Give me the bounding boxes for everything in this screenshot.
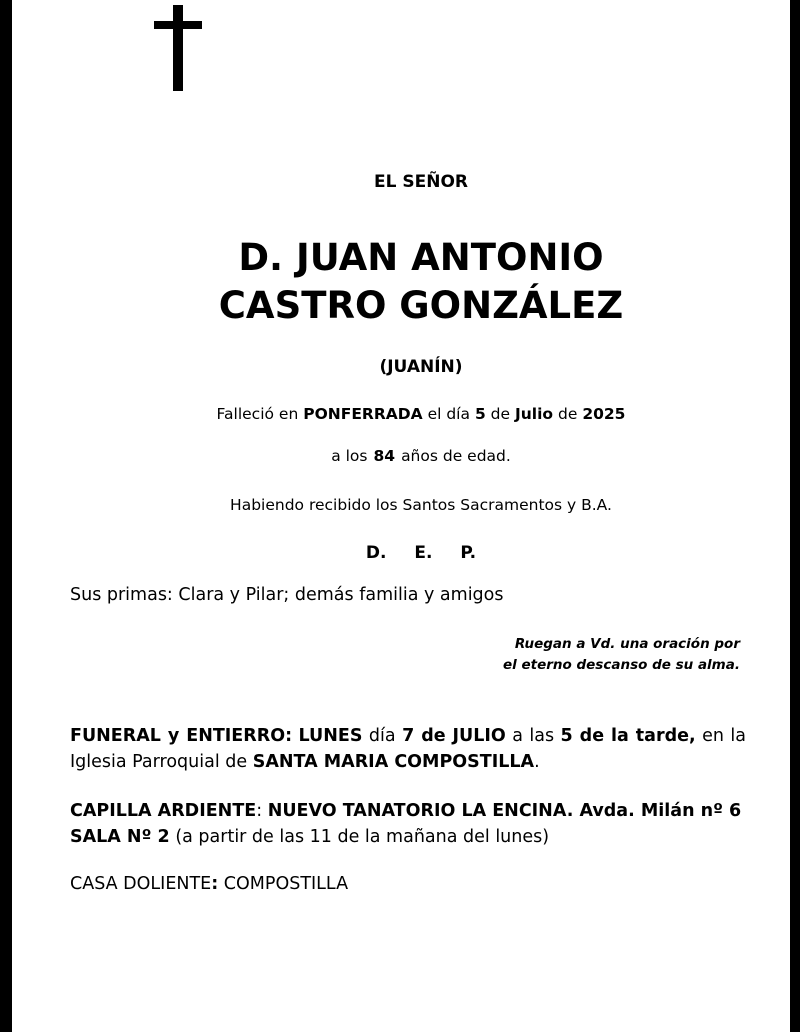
prayer-request xyxy=(503,634,740,676)
house-colon: : xyxy=(211,874,219,894)
death-place: PONFERRADA xyxy=(303,405,423,423)
funeral-text: . xyxy=(534,752,540,772)
funeral-text: en la Iglesia Parroquial de xyxy=(70,726,746,772)
chapel-info xyxy=(70,798,746,850)
heading: EL SEÑOR xyxy=(374,172,468,192)
death-day-prefix: el día xyxy=(427,405,470,423)
funeral-weekday: LUNES xyxy=(298,726,363,746)
funeral-time: 5 de la tarde, xyxy=(560,726,696,746)
dep-letter: D. xyxy=(365,543,387,563)
funeral-text: a las xyxy=(512,726,555,746)
age-years: 84 xyxy=(373,447,396,465)
chapel-note: (a partir de las 11 de la mañana del lunes) xyxy=(175,827,550,847)
death-month-prefix: de xyxy=(490,405,511,423)
dep-letter: P. xyxy=(460,543,477,563)
chapel-room: SALA Nº 2 xyxy=(70,827,170,847)
family-line: Sus primas: Clara y Pilar; demás familia y amigos xyxy=(70,585,504,605)
age-suffix: años de edad. xyxy=(401,447,511,465)
age-prefix: a los xyxy=(331,447,368,465)
funeral-church: SANTA MARIA COMPOSTILLA xyxy=(252,752,535,772)
funeral-label: FUNERAL y ENTIERRO: xyxy=(70,726,293,746)
funeral-date: 7 de JULIO xyxy=(402,726,506,746)
prayer-line-2: el eterno descanso de su alma. xyxy=(503,657,740,673)
age-info xyxy=(32,447,800,465)
deceased-name xyxy=(32,234,800,330)
dep-letter: E. xyxy=(414,543,433,563)
death-info xyxy=(32,405,800,423)
death-month: Julio xyxy=(514,405,554,423)
death-prefix: Falleció en xyxy=(216,405,299,423)
name-line-2: CASTRO GONZÁLEZ xyxy=(218,284,624,327)
house-label: CASA DOLIENTE xyxy=(70,874,212,894)
chapel-place: NUEVO TANATORIO LA ENCINA. Avda. Milán nº 6 xyxy=(267,801,742,821)
house-place: COMPOSTILLA xyxy=(223,874,349,894)
death-year: 2025 xyxy=(582,405,626,423)
chapel-label: CAPILLA ARDIENTE xyxy=(70,801,257,821)
death-year-prefix: de xyxy=(558,405,578,423)
dep-letters xyxy=(32,543,800,563)
funeral-text: día xyxy=(368,726,396,746)
name-line-1: D. JUAN ANTONIO xyxy=(238,236,604,279)
cross-icon xyxy=(154,5,202,91)
nickname: (JUANÍN) xyxy=(379,357,463,377)
prayer-line-1: Ruegan a Vd. una oración por xyxy=(514,636,740,652)
death-day: 5 xyxy=(474,405,486,423)
chapel-colon: : xyxy=(256,801,263,821)
sacraments: Habiendo recibido los Santos Sacramentos y B.A. xyxy=(230,496,612,514)
funeral-info xyxy=(70,723,746,775)
obituary-page xyxy=(12,0,790,1032)
house-info xyxy=(70,874,348,894)
